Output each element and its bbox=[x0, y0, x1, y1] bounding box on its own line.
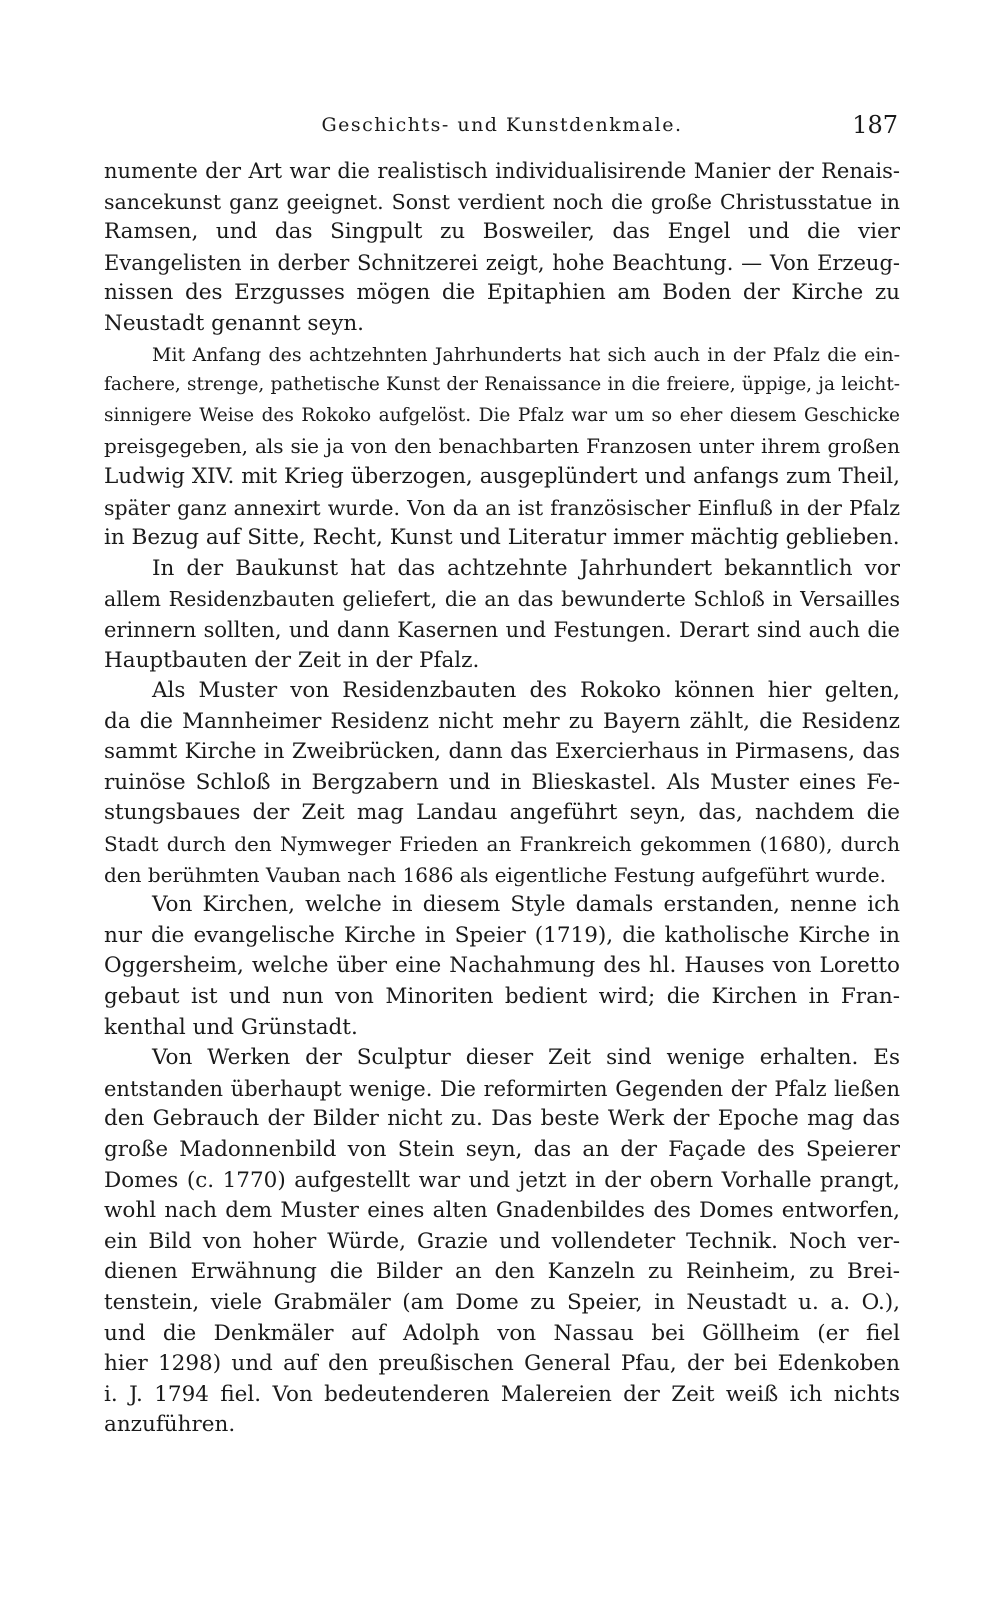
text-line: sinnigere Weise des Rokoko aufgelöst. Die Pfalz war um so eher diesem Geschicke bbox=[104, 404, 900, 426]
paragraph-start-line: In der Baukunst hat das achtzehnte Jahrhundert bekanntlich vor bbox=[152, 555, 900, 581]
text-line: große Madonnenbild von Stein seyn, das an der Façade des Speierer bbox=[104, 1137, 900, 1162]
paragraph-start-line: Von Kirchen, welche in diesem Style damals erstanden, nenne ich bbox=[152, 892, 900, 918]
text-line: allem Residenzbauten geliefert, die an das bewunderte Schloß in Versailles bbox=[104, 587, 900, 612]
text-line: da die Mannheimer Residenz nicht mehr zu Bayern zählt, die Residenz bbox=[104, 708, 900, 734]
text-line: und die Denkmäler auf Adolph von Nassau bei Göllheim (er fiel bbox=[104, 1320, 900, 1346]
text-line: nissen des Erzgusses mögen die Epitaphien am Boden der Kirche zu bbox=[104, 280, 900, 306]
running-title: Geschichts- und Kunstdenkmale. bbox=[321, 114, 683, 136]
text-line: Stadt durch den Nymweger Frieden an Frankreich gekommen (1680), durch bbox=[104, 832, 900, 857]
page-number: 187 bbox=[852, 111, 898, 139]
text-line: entstanden überhaupt wenige. Die reformirten Gegenden der Pfalz ließen bbox=[104, 1076, 900, 1101]
text-line: i. J. 1794 fiel. Von bedeutenderen Malereien der Zeit weiß ich nichts bbox=[104, 1381, 900, 1407]
text-line: nur die evangelische Kirche in Speier (1719), die katholische Kirche in bbox=[104, 922, 900, 948]
text-line: Domes (c. 1770) aufgestellt war und jetzt in der obern Vorhalle prangt, bbox=[104, 1167, 900, 1193]
text-line: erinnern sollten, und dann Kasernen und Festungen. Derart sind auch die bbox=[104, 617, 900, 642]
text-line: den Gebrauch der Bilder nicht zu. Das beste Werk der Epoche mag das bbox=[104, 1106, 900, 1132]
text-line: sancekunst ganz geeignet. Sonst verdient noch die große Christusstatue in bbox=[104, 189, 900, 214]
body-text bbox=[104, 156, 900, 1441]
text-line: numente der Art war die realistisch individualisirende Manier der Renais- bbox=[104, 159, 900, 183]
text-line: Ludwig XIV. mit Krieg überzogen, ausgeplündert und anfangs zum Theil, bbox=[104, 463, 900, 489]
text-line: kenthal und Grünstadt. bbox=[104, 1014, 358, 1040]
text-line: anzuführen. bbox=[104, 1412, 236, 1438]
text-line: später ganz annexirt wurde. Von da an ist französischer Einfluß in der Pfalz bbox=[104, 495, 900, 520]
text-line: hier 1298) und auf den preußischen General Pfau, der bei Edenkoben bbox=[104, 1351, 900, 1377]
paragraph-start-line: Mit Anfang des achtzehnten Jahrhunderts hat sich auch in der Pfalz die ein- bbox=[152, 343, 900, 366]
text-line: preisgegeben, als sie ja von den benachbarten Franzosen unter ihrem großen bbox=[104, 434, 900, 459]
text-line: sammt Kirche in Zweibrücken, dann das Exercierhaus in Pirmasens, das bbox=[104, 739, 900, 765]
paragraph-start-line: Von Werken der Sculptur dieser Zeit sind wenige erhalten. Es bbox=[152, 1045, 900, 1071]
text-line: ein Bild von hoher Würde, Grazie und vollendeter Technik. Noch ver- bbox=[104, 1228, 900, 1254]
text-line: stungsbaues der Zeit mag Landau angeführt seyn, das, nachdem die bbox=[104, 800, 900, 826]
text-line: tenstein, viele Grabmäler (am Dome zu Speier, in Neustadt u. a. O.), bbox=[104, 1289, 900, 1315]
text-line: Hauptbauten der Zeit in der Pfalz. bbox=[104, 647, 480, 673]
text-line: Neustadt genannt seyn. bbox=[104, 310, 365, 336]
text-line: Ramsen, und das Singpult zu Bosweiler, das Engel und die vier bbox=[104, 219, 900, 245]
text-line: in Bezug auf Sitte, Recht, Kunst und Literatur immer mächtig geblieben. bbox=[104, 525, 900, 551]
text-line: Oggersheim, welche über eine Nachahmung des hl. Hauses von Loretto bbox=[104, 953, 900, 979]
running-head bbox=[104, 108, 900, 142]
text-line: Evangelisten in derber Schnitzerei zeigt, hohe Beachtung. — Von Erzeug- bbox=[104, 250, 900, 275]
text-line: gebaut ist und nun von Minoriten bedient wird; die Kirchen in Fran- bbox=[104, 984, 900, 1010]
paragraph-start-line: Als Muster von Residenzbauten des Rokoko können hier gelten, bbox=[152, 678, 900, 704]
text-line: dienen Erwähnung die Bilder an den Kanzeln zu Reinheim, zu Brei- bbox=[104, 1259, 900, 1285]
text-line: wohl nach dem Muster eines alten Gnadenbildes des Domes entworfen, bbox=[104, 1198, 900, 1224]
text-line: fachere, strenge, pathetische Kunst der Renaissance in die freiere, üppige, ja leicht- bbox=[104, 374, 900, 396]
text-line: den berühmten Vauban nach 1686 als eigentliche Festung aufgeführt wurde. bbox=[104, 862, 886, 887]
text-line: ruinöse Schloß in Bergzabern und in Blieskastel. Als Muster eines Fe- bbox=[104, 769, 900, 795]
